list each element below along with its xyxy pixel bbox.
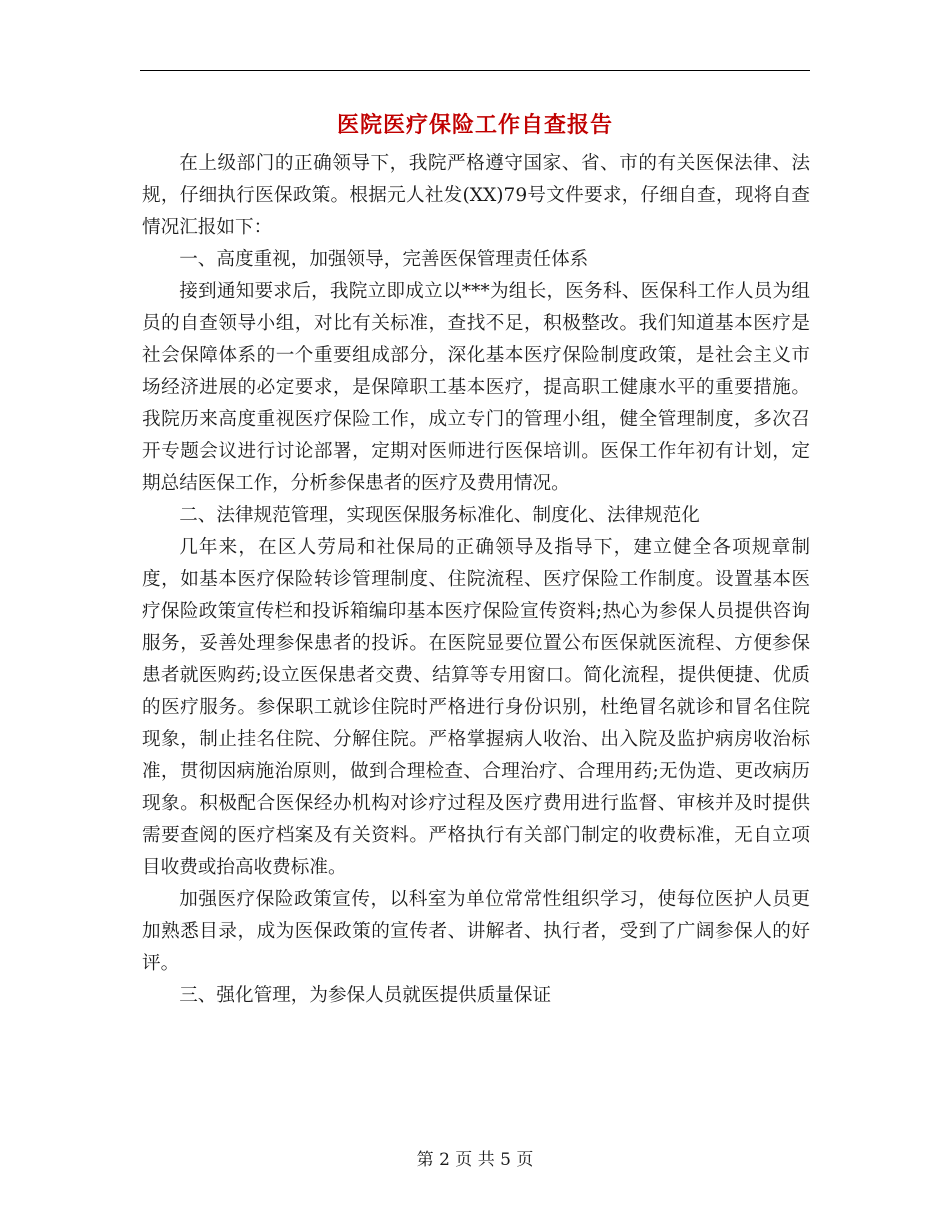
paragraph-section-1: 接到通知要求后，我院立即成立以***为组长，医务科、医保科工作人员为组员的自查领导小组，对比有关标准，查找不足，积极整改。我们知道基本医疗是社会保障体系的一个重要组成部分，深化基本医疗保险制度政策，是社会主义市场经济进展的必定要求，是保障职工基本医疗，提高职工健康水平的重要措施。我院历来高度重视医疗保险工作，成立专门的管理小组，健全管理制度，多次召开专题会议进行讨论部署，定期对医师进行医保培训。医保工作年初有计划，定期总结医保工作，分析参保患者的医疗及费用情况。: [142, 281, 810, 494]
paragraph-intro: 在上级部门的正确领导下，我院严格遵守国家、省、市的有关医保法律、法规，仔细执行医保政策。根据元人社发(XX)79号文件要求，仔细自查，现将自查情况汇报如下：: [142, 153, 810, 238]
page-footer: 第 2 页 共 5 页: [416, 1150, 534, 1170]
document-body: [142, 148, 810, 1012]
section-heading-2: 二、法律规范管理，实现医保服务标准化、制度化、法律规范化: [179, 505, 700, 526]
paragraph-section-2: 几年来，在区人劳局和社保局的正确领导及指导下，建立健全各项规章制度，如基本医疗保险转诊管理制度、住院流程、医疗保险工作制度。设置基本医疗保险政策宣传栏和投诉箱编印基本医疗保险宣传资料;热心为参保人员提供咨询服务，妥善处理参保患者的投诉。在医院显要位置公布医保就医流程、方便参保患者就医购药;设立医保患者交费、结算等专用窗口。简化流程，提供便捷、优质的医疗服务。参保职工就诊住院时严格进行身份识别，杜绝冒名就诊和冒名住院现象，制止挂名住院、分解住院。严格掌握病人收治、出入院及监护病房收治标准，贯彻因病施治原则，做到合理检查、合理治疗、合理用药;无伪造、更改病历现象。积极配合医保经办机构对诊疗过程及医疗费用进行监督、审核并及时提供需要查阅的医疗档案及有关资料。严格执行有关部门制定的收费标准，无自立项目收费或抬高收费标准。: [142, 537, 810, 878]
section-heading-1: 一、高度重视，加强领导，完善医保管理责任体系: [179, 249, 589, 270]
paragraph-section-2b: 加强医疗保险政策宣传，以科室为单位常常性组织学习，使每位医护人员更加熟悉目录，成为医保政策的宣传者、讲解者、执行者，受到了广阔参保人的好评。: [142, 889, 810, 974]
section-heading-3: 三、强化管理，为参保人员就医提供质量保证: [179, 985, 552, 1006]
header-rule: [140, 70, 810, 71]
document-title: 医院医疗保险工作自查报告: [336, 112, 613, 138]
